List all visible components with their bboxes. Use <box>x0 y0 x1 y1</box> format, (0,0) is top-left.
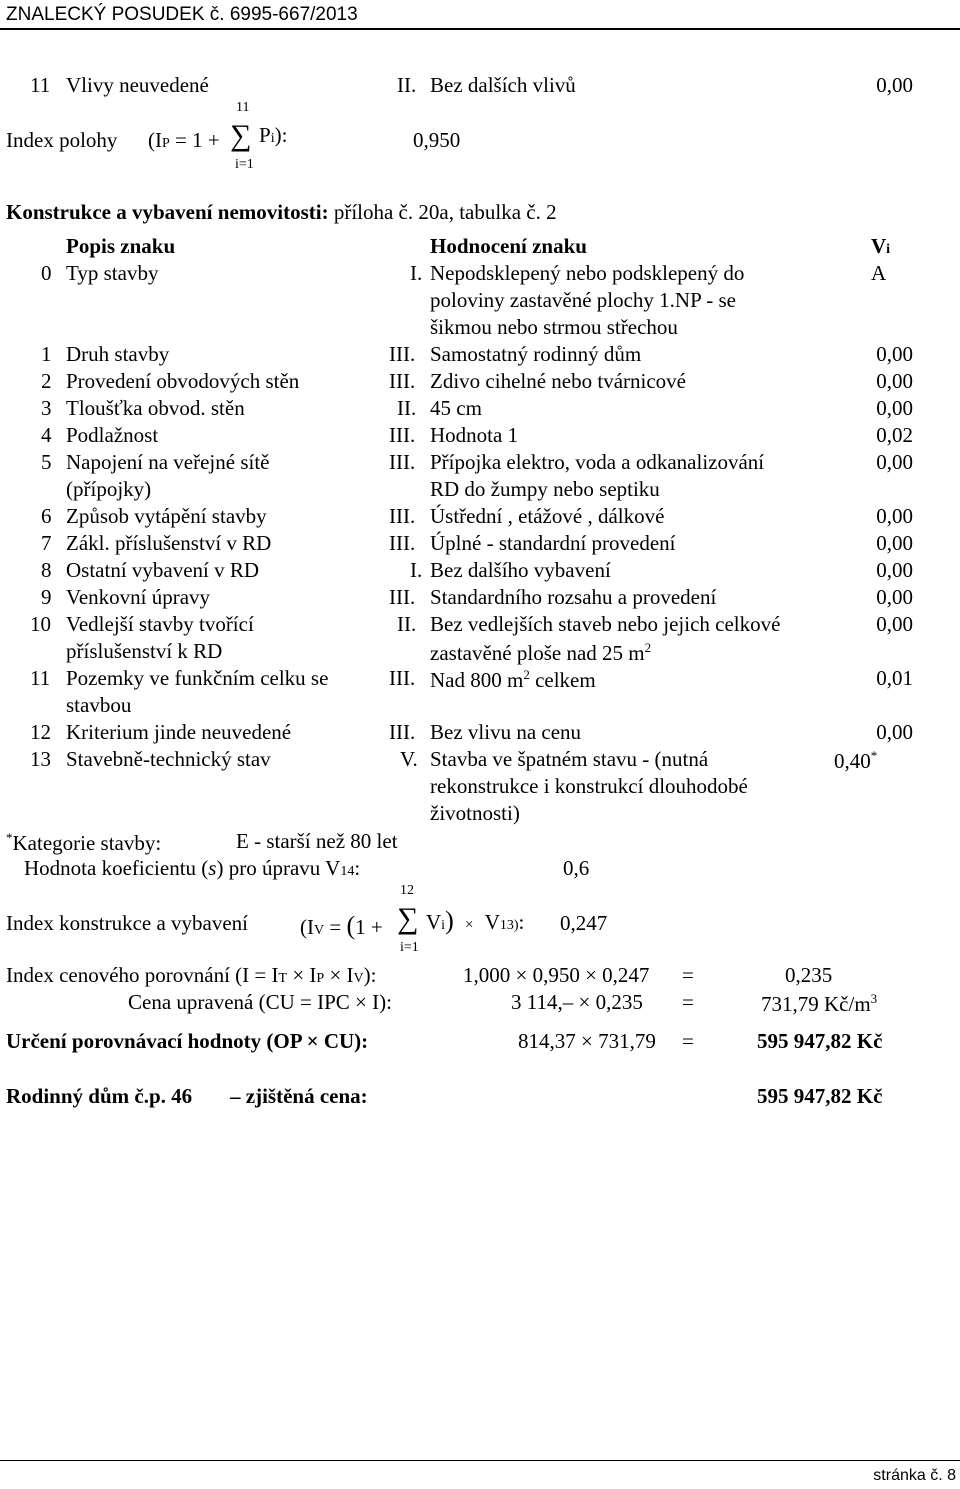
row-desc-line: Nepodsklepený nebo podsklepený do <box>430 261 745 285</box>
row-grade: II. <box>397 612 417 636</box>
row-label: Pozemky ve funkčním celku se <box>66 666 329 690</box>
row-desc-line: Přípojka elektro, voda a odkanalizování <box>430 450 765 474</box>
row-number: 12 <box>30 720 51 744</box>
row-label: Venkovní úpravy <box>66 585 211 609</box>
row-grade: III. <box>389 369 416 393</box>
row-label: příslušenství k RD <box>66 639 223 663</box>
row-desc-line: šikmou nebo strmou střechou <box>430 315 678 339</box>
col-header-popis: Popis znaku <box>66 234 176 258</box>
row-value: 0,00 <box>876 720 913 744</box>
row-label: Stavebně-technický stav <box>66 747 271 771</box>
row-grade: III. <box>389 450 416 474</box>
row-number: 5 <box>41 450 52 474</box>
row-desc-line: Nad 800 $m^2$ celkem <box>430 667 596 692</box>
row-desc-line: Ústřední , etážové , dálkové <box>430 504 665 528</box>
row-label: Provedení obvodových stěn <box>66 369 300 393</box>
row-value: 0,00 <box>876 73 913 97</box>
row-label: Napojení na veřejné sítě <box>66 450 270 474</box>
koeficient-label: Hodnota koeficientu (s) pro úpravu V14: <box>24 856 361 880</box>
row-grade: I. <box>410 261 423 285</box>
index-polohy-label: Index polohy <box>6 128 118 152</box>
row-value: 0,00 <box>876 531 913 555</box>
row-number: 7 <box>41 531 52 555</box>
row-number: 8 <box>41 558 52 582</box>
formula-sub: P <box>162 136 170 151</box>
row-number: 2 <box>41 369 52 393</box>
row-number: 10 <box>30 612 51 636</box>
row-value: 0,00 <box>876 342 913 366</box>
row-number: 0 <box>41 261 52 285</box>
row-label: Ostatní vybavení v RD <box>66 558 260 582</box>
urceni-result: 595 947,82 Kč <box>757 1029 883 1053</box>
sum-sign: ∑ <box>397 902 419 935</box>
row-label: Způsob vytápění stavby <box>66 504 267 528</box>
term-sub: i <box>270 131 275 146</box>
row-desc-line: zastavěné ploše nad 25 $m^2$ <box>430 640 652 665</box>
footer-rule <box>0 1460 960 1461</box>
row-desc-line: Bez vlivu na cenu <box>430 720 582 744</box>
row-desc-line: Stavba ve špatném stavu - (nutná <box>430 747 709 771</box>
formula-mid: = 1 + <box>169 128 220 152</box>
row-number: 11 <box>30 73 51 97</box>
index-konstrukce-formula-end: Vi) × V13): <box>426 906 525 935</box>
kategorie-stavby <box>6 831 161 854</box>
row-number: 13 <box>30 747 51 771</box>
footnote-star: * <box>6 830 13 845</box>
cena-upravena-eq: = <box>682 990 694 1014</box>
index-polohy-formula <box>148 130 220 151</box>
row-label: Typ stavby <box>66 261 159 285</box>
row-grade: V. <box>400 747 418 771</box>
cena-upravena-label: Cena upravená (CU = IPC × I): <box>128 990 392 1014</box>
row-desc-line: Samostatný rodinný dům <box>430 342 642 366</box>
index-konstrukce-value: 0,247 <box>560 911 608 935</box>
row-number: 6 <box>41 504 52 528</box>
row-label: Vedlejší stavby tvořící <box>66 612 254 636</box>
row-desc-line: Zdivo cihelné nebo tvárnicové <box>430 369 686 393</box>
document-header-title: ZNALECKÝ POSUDEK č. 6995-667/2013 <box>6 4 358 25</box>
row-value: 0,00 <box>876 504 913 528</box>
index-konstrukce-label: Index konstrukce a vybavení <box>6 911 249 935</box>
row-grade: III. <box>389 531 416 555</box>
heading-ref: příloha č. 20a, tabulka č. 2 <box>333 200 557 224</box>
urceni-label: Určení porovnávací hodnoty (OP × CU): <box>6 1029 369 1053</box>
row-grade: I. <box>410 558 423 582</box>
rodinny-dum-label2: – zjištěná cena: <box>230 1084 368 1108</box>
row-number: 11 <box>30 666 51 690</box>
sum-term <box>259 125 287 146</box>
row-number: 4 <box>41 423 52 447</box>
page-number: stránka č. 8 <box>873 1467 956 1484</box>
row-desc-line: poloviny zastavěné plochy 1.NP - se <box>430 288 736 312</box>
row-desc-line: Úplné - standardní provedení <box>430 531 676 555</box>
row-value: 0,00 <box>876 396 913 420</box>
formula-close: ): <box>274 123 288 147</box>
row-grade: III. <box>389 585 416 609</box>
row-value: 0,00 <box>876 450 913 474</box>
row-label: Zákl. příslušenství v RD <box>66 531 272 555</box>
row-label: Kriterium jinde neuvedené <box>66 720 292 744</box>
row-value: 0,00 <box>876 612 913 636</box>
heading-bold: Konstrukce a vybavení nemovitosti: <box>6 200 329 224</box>
term: P <box>259 123 271 147</box>
sum-upper-limit: 11 <box>236 100 250 115</box>
sum-upper-limit: 12 <box>400 883 414 898</box>
row-desc: Bez dalších vlivů <box>430 73 576 97</box>
row-grade: III. <box>389 504 416 528</box>
urceni-calc: 814,37 × 731,79 <box>518 1029 656 1053</box>
row-grade: II. <box>397 396 417 420</box>
sum-lower-limit: i=1 <box>400 940 419 955</box>
sum-sign: ∑ <box>230 119 252 152</box>
index-cenoveho-calc: 1,000 × 0,950 × 0,247 <box>463 963 650 987</box>
row-label: Vlivy neuvedené <box>66 73 209 97</box>
row-grade: III. <box>389 342 416 366</box>
index-cenoveho-result: 0,235 <box>785 963 833 987</box>
row-value: A <box>871 261 887 285</box>
row-number: 9 <box>41 585 52 609</box>
index-cenoveho-eq: = <box>682 963 694 987</box>
row-value: 0,40* <box>834 748 878 773</box>
index-cenoveho-label: Index cenového porovnání (I = IT × IP × IV): <box>6 963 377 987</box>
row-desc-line: Bez dalšího vybavení <box>430 558 611 582</box>
row-number: 3 <box>41 396 52 420</box>
row-label: Druh stavby <box>66 342 170 366</box>
row-value: 0,00 <box>876 585 913 609</box>
row-label: (přípojky) <box>66 477 152 501</box>
row-desc-line: Standardního rozsahu a provedení <box>430 585 717 609</box>
row-value: 0,00 <box>876 369 913 393</box>
row-number: 1 <box>41 342 52 366</box>
row-desc-line: Bez vedlejších staveb nebo jejich celkové <box>430 612 781 636</box>
row-grade: III. <box>389 720 416 744</box>
sum-lower-limit: i=1 <box>235 157 254 172</box>
row-desc-line: RD do žumpy nebo septiku <box>430 477 660 501</box>
kategorie-label: Kategorie stavby: <box>12 831 162 855</box>
cena-upravena-calc: 3 114,– × 0,235 <box>511 990 643 1014</box>
formula-open: (I <box>148 128 162 152</box>
row-label: Podlažnost <box>66 423 159 447</box>
koeficient-value: 0,6 <box>563 856 590 880</box>
row-label: stavbou <box>66 693 132 717</box>
row-desc-line: rekonstrukce i konstrukcí dlouhodobé <box>430 774 748 798</box>
index-polohy-value: 0,950 <box>413 128 461 152</box>
kategorie-value: E - starší než 80 let <box>236 829 398 853</box>
row-value: 0,00 <box>876 558 913 582</box>
row-grade: III. <box>389 423 416 447</box>
urceni-eq: = <box>682 1029 694 1053</box>
index-konstrukce-formula-start: (IV = (1 + <box>300 911 383 940</box>
row-desc-line: 45 cm <box>430 396 482 420</box>
row-grade: II. <box>397 73 417 97</box>
rodinny-dum-result: 595 947,82 Kč <box>757 1084 883 1108</box>
row-grade: III. <box>389 666 416 690</box>
row-label: Tloušťka obvod. stěn <box>66 396 245 420</box>
cena-upravena-result: 731,79 $Kč/m^3$ <box>761 991 878 1016</box>
col-header-hodnoceni: Hodnocení znaku <box>430 234 587 258</box>
row-value: 0,02 <box>876 423 913 447</box>
row-desc-line: Hodnota 1 <box>430 423 519 447</box>
col-header-v: Vi <box>871 234 891 258</box>
header-rule <box>0 28 960 30</box>
row-desc-line: životnosti) <box>430 801 520 825</box>
rodinny-dum-label: Rodinný dům č.p. 46 <box>6 1084 193 1108</box>
row-value: 0,01 <box>876 666 913 690</box>
konstrukce-heading <box>6 202 557 223</box>
